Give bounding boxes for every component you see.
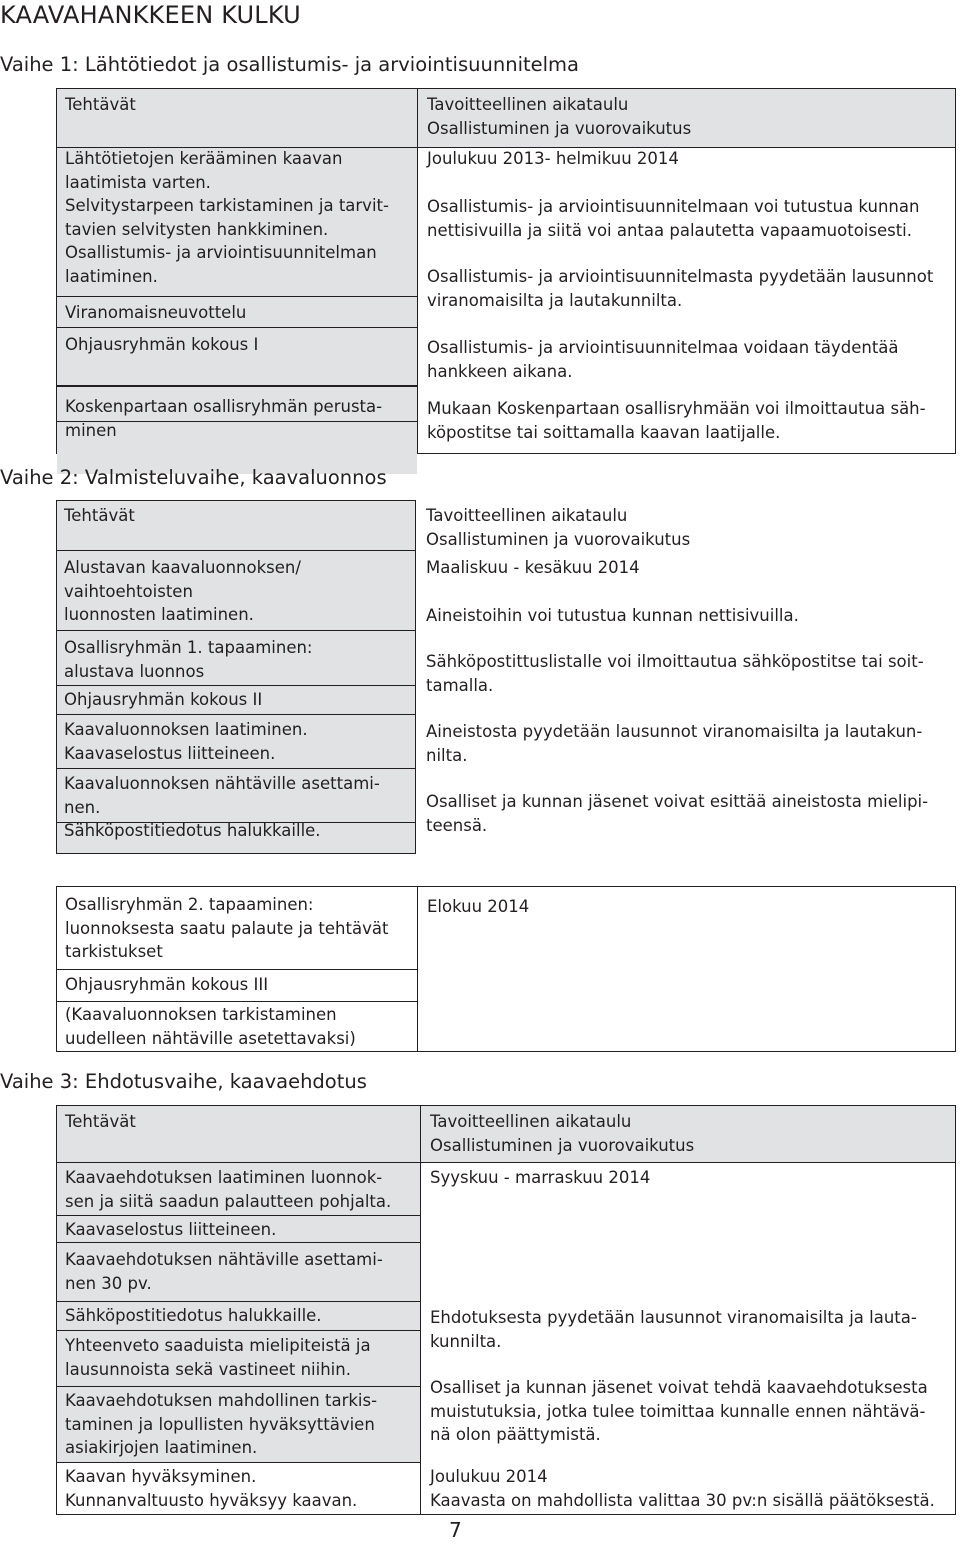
phase1-schedule-4: Mukaan Koskenpartaan osallisryhmään voi ilmoittautua säh- köpostitse tai soittamalla kaavan laatijalle. [427, 399, 926, 442]
phase2-task-b-0: Osallisryhmän 2. tapaaminen: luonnoksesta saatu palaute ja tehtävät tarkistukset [65, 895, 389, 961]
phase3-task-2: Kaavaehdotuksen nähtäville asettami- nen 30 pv. [65, 1250, 383, 1293]
phase3-task-4: Yhteenveto saaduista mielipiteistä ja lausunnoista sekä vastineet niihin. [65, 1336, 371, 1379]
phase3-heading: Vaihe 3: Ehdotusvaihe, kaavaehdotus [0, 1070, 367, 1093]
phase3-task-3: Sähköpostitiedotus halukkaille. [65, 1306, 322, 1325]
phase1-task-2: Ohjausryhmän kokous I [65, 335, 259, 354]
phase1-schedule-header-2: Osallistuminen ja vuorovaikutus [427, 119, 692, 138]
phase2-schedule-0: Maaliskuu - kesäkuu 2014 [426, 558, 640, 577]
phase2-schedule-header-1: Tavoitteellinen aikataulu [426, 506, 628, 525]
phase1-table [56, 88, 956, 454]
phase1-task-3: Koskenpartaan osallisryhmän perusta- minen [65, 397, 383, 440]
phase3-task-0: Kaavaehdotuksen laatiminen luonnok- sen ja siitä saadun palautteen pohjalta. [65, 1168, 392, 1211]
phase1-task-1: Viranomaisneuvottelu [65, 303, 247, 322]
phase3-schedule-0: Syyskuu - marraskuu 2014 [430, 1168, 651, 1187]
phase3-table [56, 1105, 956, 1515]
phase3-schedule-3: Joulukuu 2014 Kaavasta on mahdollista valittaa 30 pv:n sisällä päätöksestä. [430, 1467, 935, 1510]
phase1-schedule-header-1: Tavoitteellinen aikataulu [427, 95, 629, 114]
phase2-task-b-2: (Kaavaluonnoksen tarkistaminen uudelleen nähtäville asetettavaksi) [65, 1005, 356, 1048]
phase1-tasks-header: Tehtävät [65, 95, 136, 114]
phase3-schedule-header-2: Osallistuminen ja vuorovaikutus [430, 1136, 695, 1155]
phase2-schedule-4: Osalliset ja kunnan jäsenet voivat esittää aineistosta mielipi- teensä. [426, 792, 929, 835]
phase3-tasks-header: Tehtävät [65, 1112, 136, 1131]
page-number: 7 [449, 1518, 462, 1542]
phase1-schedule-0: Joulukuu 2013- helmikuu 2014 [427, 149, 679, 168]
page-title: KAAVAHANKKEEN KULKU [0, 1, 301, 29]
phase2-schedule-2: Sähköpostittuslistalle voi ilmoittautua sähköpostitse tai soit- tamalla. [426, 652, 924, 695]
phase1-schedule-1: Osallistumis- ja arviointisuunnitelmaan voi tutustua kunnan nettisivuilla ja siitä voi antaa palautetta vapaamuotoisesti. [427, 197, 920, 240]
phase3-task-5: Kaavaehdotuksen mahdollinen tarkis- taminen ja lopullisten hyväksyttävien asiakirjojen laatiminen. [65, 1391, 378, 1457]
phase2-task-4: Kaavaluonnoksen nähtäville asettami- nen. Sähköpostitiedotus halukkaille. [64, 774, 380, 840]
phase3-task-6: Kaavan hyväksyminen. Kunnanvaltuusto hyväksyy kaavan. [65, 1467, 358, 1510]
phase2-task-3: Kaavaluonnoksen laatiminen. Kaavaselostus liitteineen. [64, 720, 308, 763]
phase2-continuation-table [56, 886, 956, 1052]
phase2-table [56, 500, 956, 854]
phase3-schedule-header-1: Tavoitteellinen aikataulu [430, 1112, 632, 1131]
phase2-task-1: Osallisryhmän 1. tapaaminen: alustava luonnos [64, 638, 313, 681]
phase2-schedule-header-2: Osallistuminen ja vuorovaikutus [426, 530, 691, 549]
phase2-heading: Vaihe 2: Valmisteluvaihe, kaavaluonnos [0, 466, 387, 489]
phase2-schedule-b: Elokuu 2014 [427, 897, 530, 916]
phase3-task-1: Kaavaselostus liitteineen. [65, 1220, 277, 1239]
phase1-schedule-3: Osallistumis- ja arviointisuunnitelmaa voidaan täydentää hankkeen aikana. [427, 338, 899, 381]
phase3-schedule-1: Ehdotuksesta pyydetään lausunnot viranomaisilta ja lauta- kunnilta. [430, 1308, 917, 1351]
phase1-heading: Vaihe 1: Lähtötiedot ja osallistumis- ja arviointisuunnitelma [0, 53, 579, 76]
phase2-tasks-header: Tehtävät [64, 506, 135, 525]
phase2-schedule-1: Aineistoihin voi tutustua kunnan nettisivuilla. [426, 606, 799, 625]
phase3-schedule-2: Osalliset ja kunnan jäsenet voivat tehdä kaavaehdotuksesta muistutuksia, jotka tulee toimittaa kunnalle ennen nähtävä- nä olon päättymistä. [430, 1378, 928, 1444]
phase2-schedule-3: Aineistosta pyydetään lausunnot viranomaisilta ja lautakun- nilta. [426, 722, 923, 765]
phase2-task-0: Alustavan kaavaluonnoksen/ vaihtoehtoisten luonnosten laatiminen. [64, 558, 301, 624]
phase1-task-0: Lähtötietojen kerääminen kaavan laatimista varten. Selvitystarpeen tarkistaminen ja tarvit- tavien selvitysten hankkiminen. Osallistumis- ja arviointisuunnitelman laatiminen. [65, 149, 389, 286]
phase1-schedule-2: Osallistumis- ja arviointisuunnitelmasta pyydetään lausunnot viranomaisilta ja lautakunnilta. [427, 267, 934, 310]
phase2-task-b-1: Ohjausryhmän kokous III [65, 975, 269, 994]
phase2-task-2: Ohjausryhmän kokous II [64, 690, 263, 709]
